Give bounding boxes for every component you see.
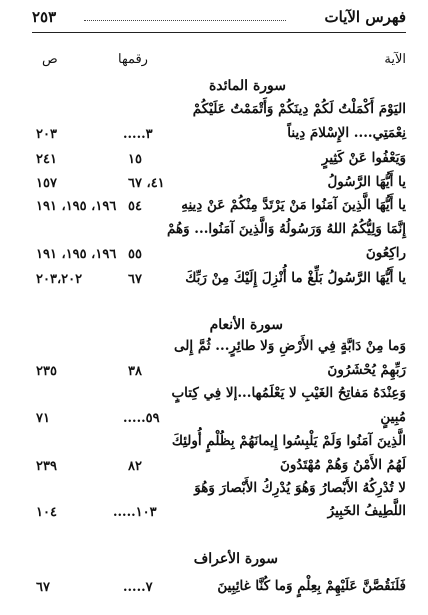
verse-number: ٨٢ — [128, 459, 142, 474]
verse-text: إِنَّمَا وَلِيُّكُمُ اللهُ وَرَسُولُهُ وَالَّذِينَ آمَنُوا... وَهُمْ — [166, 221, 406, 237]
page-ref: ١٠٤ — [36, 505, 57, 520]
verse-number: ٤١، ٦٧ — [128, 176, 165, 191]
page-ref: ٧١ — [36, 411, 50, 426]
page-ref: ١٩٦، ١٩٥، ١٩١ — [36, 247, 117, 262]
page-ref: ٢٣٥ — [36, 364, 57, 379]
verse-number: ٥٩..... — [123, 411, 160, 426]
verse-text: يا أَيُّهَا الَّذِينَ آمَنُوا مَنْ يَرْتَدَّ مِنْكُمْ عَنْ دِينِهِ — [181, 197, 406, 213]
verse-text: فَلَنَقُصَّنَّ عَلَيْهِمْ بِعِلْمٍ وَما كُنَّا غائِبِينَ — [217, 578, 406, 594]
page-ref: ٢٤١ — [36, 152, 57, 167]
verse-number: ٦٧ — [128, 272, 142, 287]
verse-text: لَهُمُ الأَمْنُ وَهُمْ مُهْتَدُونَ — [279, 457, 406, 473]
verse-number: ١٥ — [128, 152, 142, 167]
verse-text: يا أَيُّهَا الرَّسُولُ بَلِّغْ ما أُنْزِلَ إِلَيْكَ مِنْ رَبِّكَ — [185, 270, 406, 286]
surah-heading: سورة الأنعام — [209, 317, 283, 333]
header-dot-leader — [84, 20, 286, 21]
page-ref: ٢٠٣،٢٠٢ — [36, 272, 83, 287]
surah-heading: سورة الأعراف — [193, 551, 278, 567]
page-ref: ٦٧ — [36, 580, 50, 595]
verse-number: ٧..... — [123, 580, 153, 595]
verse-text: راكِعُونَ — [365, 245, 406, 261]
verse-text: رَبِّهِمْ يُحْشَرُونَ — [327, 362, 406, 378]
verse-number: ٣..... — [123, 127, 153, 142]
page-header — [32, 8, 406, 33]
verse-text: اليَوْمَ أَكْمَلْتُ لَكُمْ دِينَكُمْ وَأَتْمَمْتُ عَلَيْكُمْ — [192, 101, 406, 117]
verse-text: وَعِنْدَهُ مَفاتِحُ الغَيْبِ لا يَعْلَمُها...إلا فِي كِتابٍ — [171, 385, 406, 401]
page-ref: ٢٣٩ — [36, 459, 57, 474]
verse-text: وَما مِنْ دَابَّةٍ فِي الأَرْضِ وَلا طائِرٍ... ثُمَّ إِلى — [174, 338, 406, 354]
verse-text: الَّذِينَ آمَنُوا وَلَمْ يَلْبِسُوا إِيمانَهُمْ بِظُلْمٍ أُولئِكَ — [171, 433, 406, 449]
verse-text: مُبِينٍ — [380, 409, 406, 425]
page-ref: ٢٠٣ — [36, 127, 57, 142]
verse-text: نِعْمَتِي.... الإِسْلامَ دِيناً — [287, 125, 406, 141]
verse-number: ١٠٣..... — [113, 505, 157, 520]
verse-number: ٣٨ — [128, 364, 142, 379]
verse-text: لا تُدْرِكُهُ الأَبْصارُ وَهُوَ يُدْرِكُ الأَبْصارَ وَهُوَ — [194, 480, 406, 496]
page-ref: ١٥٧ — [36, 176, 57, 191]
page-ref: ١٩٦، ١٩٥، ١٩١ — [36, 199, 117, 214]
column-header-number: رقمها — [118, 52, 148, 67]
verse-text: يا أَيُّهَا الرَّسُولُ — [327, 174, 406, 190]
header-title: فهرس الآيات — [324, 8, 406, 26]
verse-text: اللَّطِيفُ الخَبِيرُ — [327, 503, 406, 519]
verse-number: ٥٤ — [128, 199, 142, 214]
surah-heading: سورة المائدة — [208, 78, 286, 94]
verse-number: ٥٥ — [128, 247, 142, 262]
column-header-verse: الآية — [384, 52, 406, 67]
page-number: ٢٥٣ — [32, 8, 57, 26]
column-header-page: ص — [42, 52, 58, 67]
verse-text: وَيَعْفُوا عَنْ كَثِيرٍ — [321, 150, 406, 166]
